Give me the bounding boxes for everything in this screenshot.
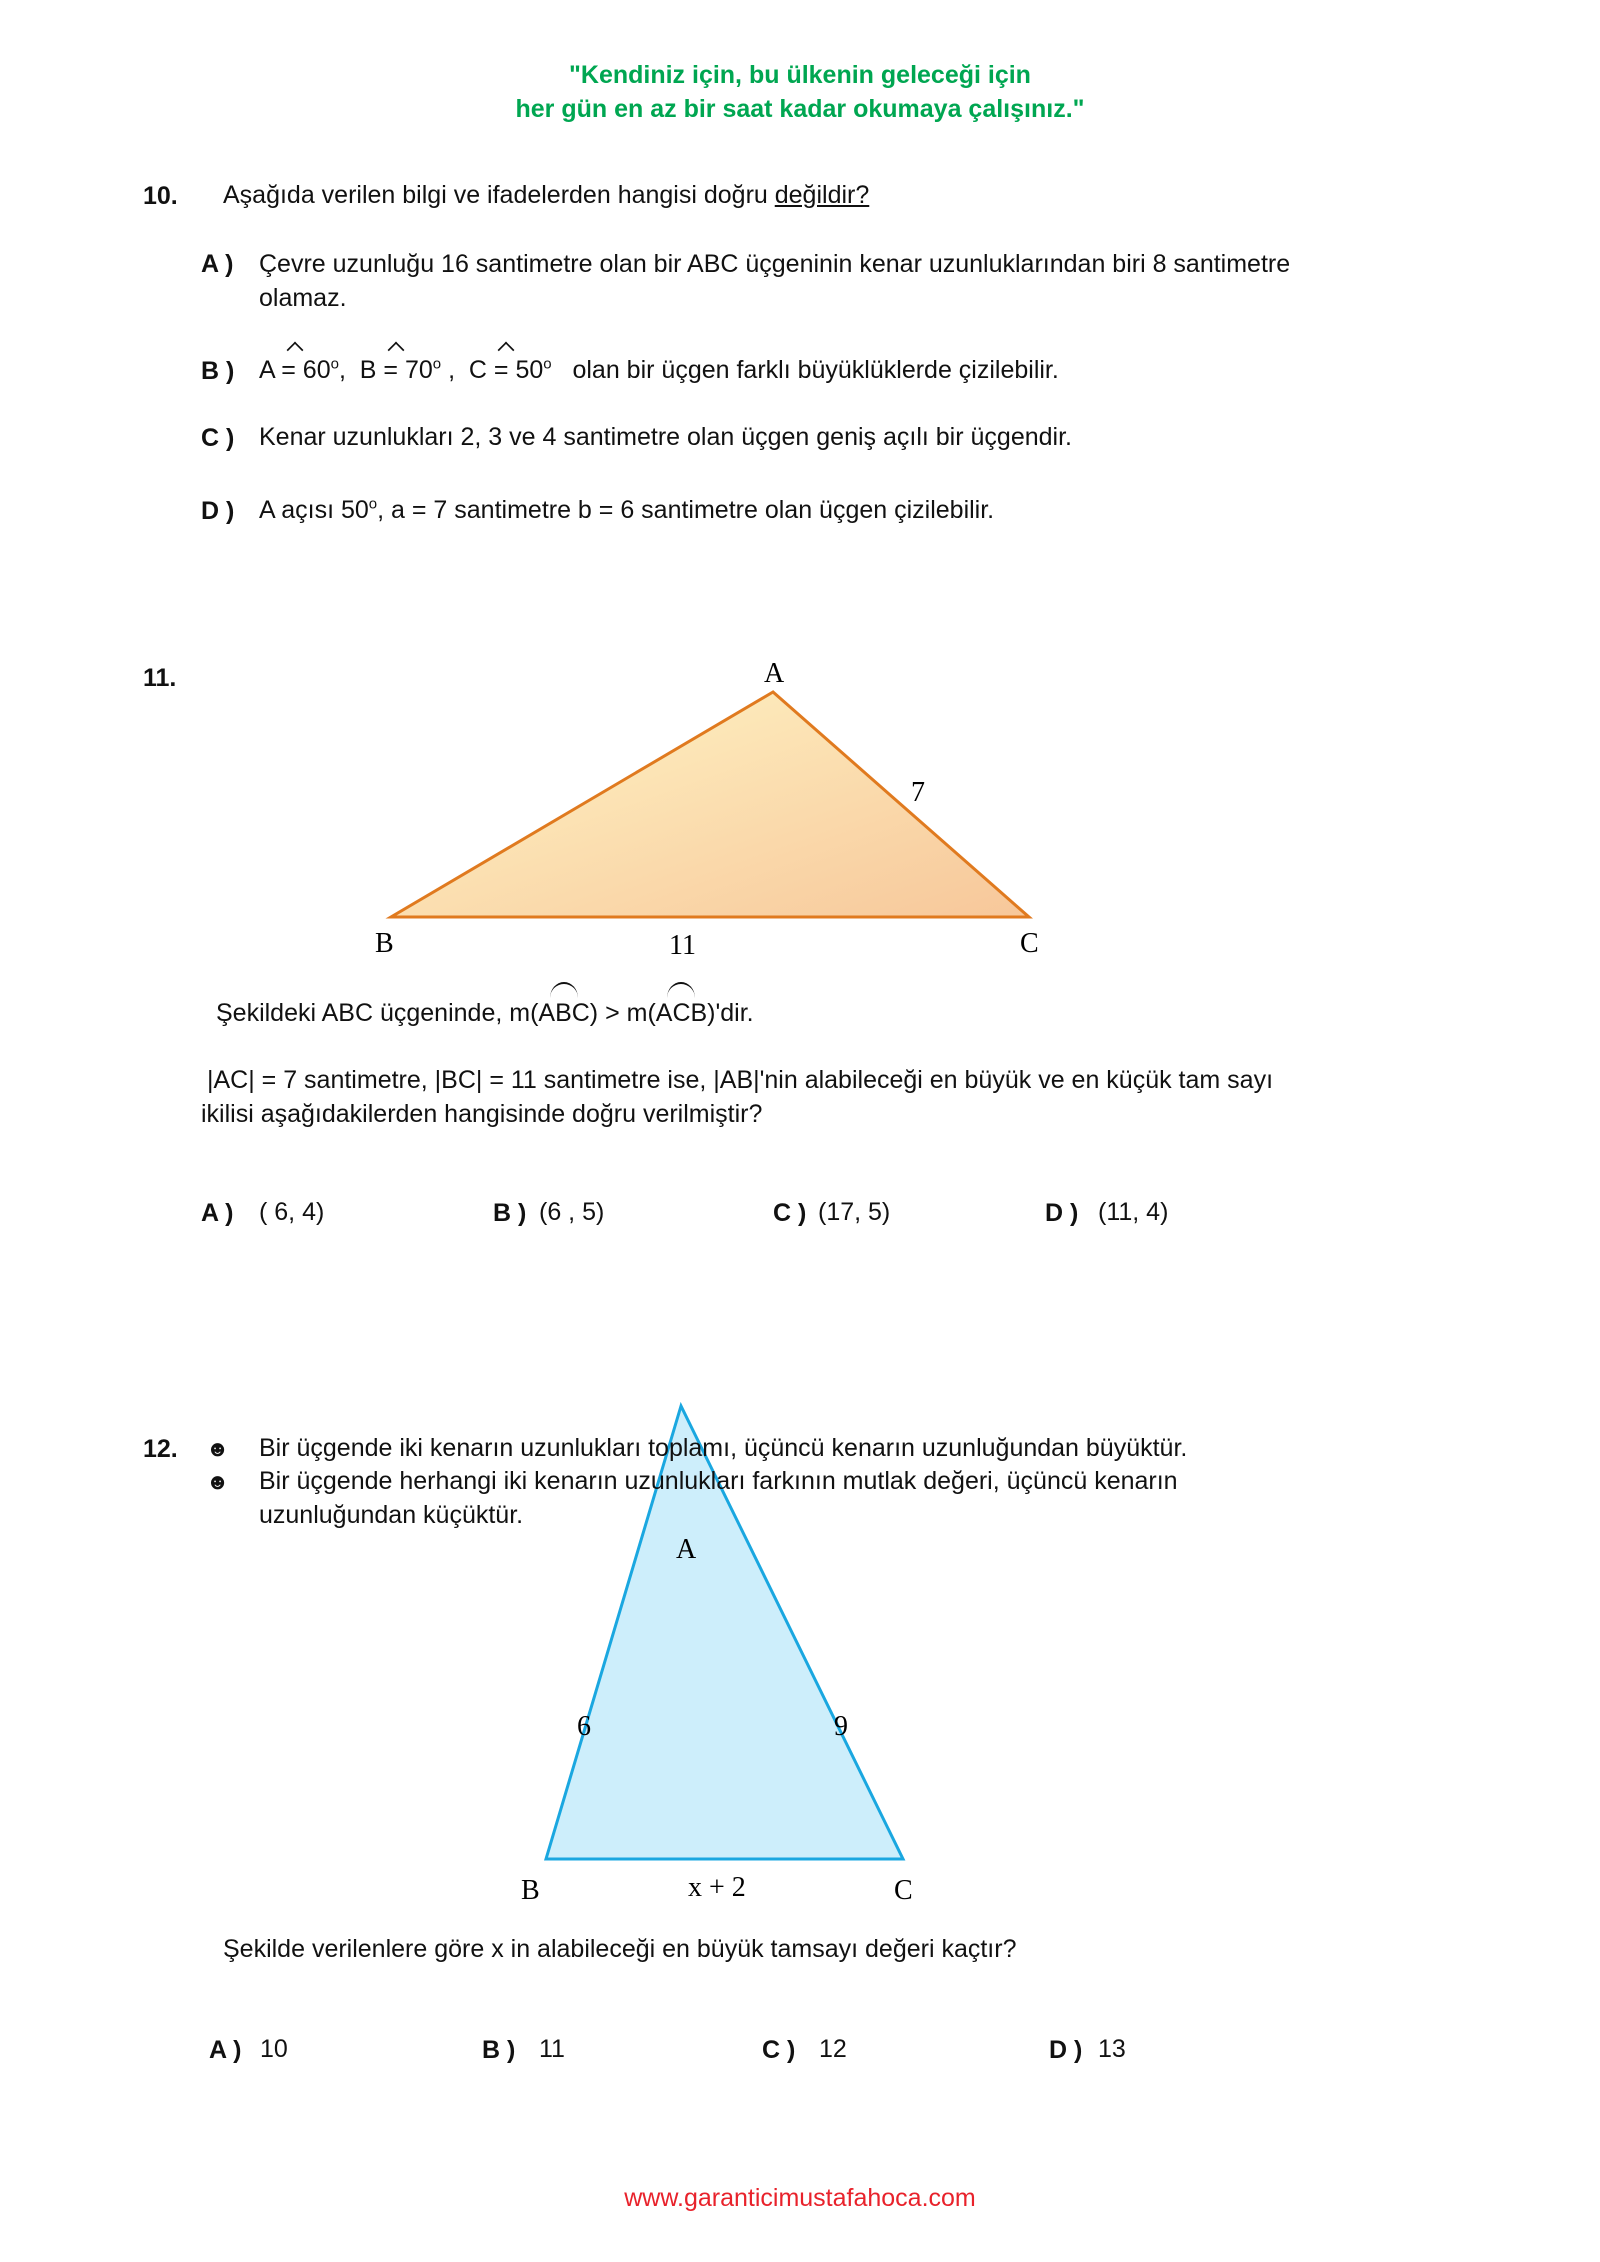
vertex-label-a: A bbox=[764, 658, 785, 689]
option-label: B ) bbox=[493, 1199, 527, 1227]
vertex-label-c: C bbox=[1020, 928, 1039, 959]
question-text: |AC| = 7 santimetre, |BC| = 11 santimetre ise, |AB|'nin alabileceği en büyük ve en küçük tam sayı bbox=[207, 1066, 1274, 1094]
option-label: D ) bbox=[201, 497, 235, 525]
side-label-ac: 7 bbox=[911, 777, 925, 808]
vertex-label-a: A bbox=[676, 1534, 697, 1565]
option-label: B ) bbox=[201, 357, 235, 385]
option-value: 10 bbox=[260, 2035, 288, 2063]
angle-abc-text: ABC bbox=[538, 999, 590, 1027]
option-label: D ) bbox=[1045, 1199, 1079, 1227]
option-value: 11 bbox=[539, 2035, 565, 2063]
option-value: 13 bbox=[1098, 2035, 1126, 2063]
degree: o bbox=[330, 355, 339, 373]
bullet-text-2-cont: uzunluğundan küçüktür. bbox=[259, 1501, 524, 1529]
smiley-icon: ☻ bbox=[206, 1469, 230, 1494]
angle-abc bbox=[538, 996, 589, 1030]
question-text-cont: ikilisi aşağıdakilerden hangisinde doğru verilmiştir? bbox=[201, 1100, 763, 1128]
question-text: Şekilde verilenlere göre x in alabileceği en büyük tamsayı değeri kaçtır? bbox=[223, 1935, 1017, 1963]
option-label: C ) bbox=[762, 2036, 796, 2064]
side-label-bc: 11 bbox=[669, 930, 696, 961]
option-value: (17, 5) bbox=[818, 1198, 891, 1226]
side-label-ab: 6 bbox=[577, 1711, 591, 1742]
smiley-icon: ☻ bbox=[206, 1436, 230, 1461]
bullet-text-1: Bir üçgende iki kenarın uzunlukları toplamı, üçüncü kenarın uzunluğundan büyüktür. bbox=[259, 1434, 1188, 1462]
option-rest: olan bir üçgen farklı büyüklüklerde çizilebilir. bbox=[572, 356, 1059, 384]
statement-prefix: Şekildeki ABC üçgeninde, m( bbox=[216, 999, 539, 1027]
question-number: 10. bbox=[143, 182, 178, 210]
option-text: Çevre uzunluğu 16 santimetre olan bir ABC üçgeninin kenar uzunluklarından biri 8 santimetre bbox=[259, 250, 1291, 278]
stem-text: Aşağıda verilen bilgi ve ifadelerden hangisi doğru bbox=[223, 181, 775, 209]
vertex-label-c: C bbox=[894, 1875, 913, 1906]
option-label: C ) bbox=[773, 1199, 807, 1227]
degree: o bbox=[543, 355, 552, 373]
option-label: B ) bbox=[482, 2036, 516, 2064]
angle-acb-text: ACB bbox=[655, 999, 708, 1027]
statement-suffix: )'dir. bbox=[707, 999, 754, 1027]
option-text-cont: olamaz. bbox=[259, 284, 347, 312]
statement-mid: ) > m( bbox=[589, 999, 656, 1027]
angle-a-value: A = 60 bbox=[259, 356, 331, 384]
stem-underlined: değildir? bbox=[774, 181, 870, 209]
option-value: (11, 4) bbox=[1098, 1198, 1169, 1226]
side-label-bc: x + 2 bbox=[688, 1872, 746, 1903]
footer-url[interactable]: www.garanticimustafahoca.com bbox=[624, 2184, 976, 2212]
bullet-text-2: Bir üçgende herhangi iki kenarın uzunlukları farkının mutlak değeri, üçüncü kenarın bbox=[259, 1467, 1178, 1495]
option-label: D ) bbox=[1049, 2036, 1083, 2064]
vertex-label-b: B bbox=[375, 928, 394, 959]
quote-line-1: "Kendiniz için, bu ülkenin geleceği için bbox=[569, 61, 1031, 89]
angle-acb bbox=[656, 996, 707, 1030]
quote-line-2: her gün en az bir saat kadar okumaya çalışınız." bbox=[515, 95, 1085, 123]
vertex-label-b: B bbox=[521, 1875, 540, 1906]
triangle-abc bbox=[391, 692, 1029, 917]
option-value: 12 bbox=[819, 2035, 847, 2063]
option-value: (6 , 5) bbox=[539, 1198, 605, 1226]
statement bbox=[216, 996, 754, 1030]
side-label-ac: 9 bbox=[834, 1711, 848, 1742]
option-prefix: A açısı 50 bbox=[259, 496, 369, 524]
option-text: $A = 60^o$, $B = 70^o$ , $C = 50^o$ olan bir üçgen farklı büyüklüklerde çizilebilir. bbox=[259, 353, 1059, 387]
question-number: 12. bbox=[143, 1435, 178, 1463]
degree: o bbox=[432, 355, 442, 373]
option-value: ( 6, 4) bbox=[259, 1198, 325, 1226]
option-label: C ) bbox=[201, 424, 235, 452]
angle-c-value: C = 50 bbox=[468, 356, 544, 384]
angle-b-value: B = 70 bbox=[359, 356, 433, 384]
option-label: A ) bbox=[201, 1199, 234, 1227]
question-number: 11. bbox=[143, 664, 177, 692]
option-text: Kenar uzunlukları 2, 3 ve 4 santimetre olan üçgen geniş açılı bir üçgendir. bbox=[259, 423, 1072, 451]
option-label: A ) bbox=[209, 2036, 242, 2064]
degree: o bbox=[368, 495, 378, 513]
option-suffix: , a = 7 santimetre b = 6 santimetre olan üçgen çizilebilir. bbox=[377, 496, 995, 524]
option-label: A ) bbox=[201, 250, 234, 278]
